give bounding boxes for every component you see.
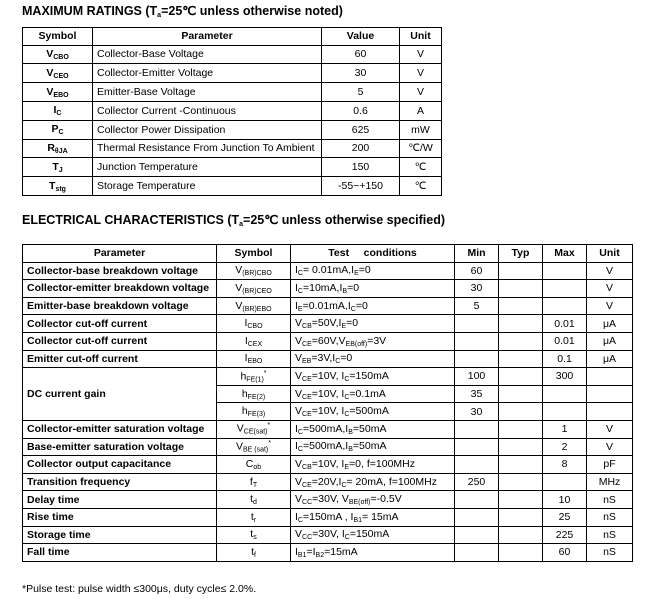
value-cell: 30 bbox=[322, 64, 400, 83]
min-cell bbox=[455, 456, 499, 474]
symbol-letter: R bbox=[47, 141, 55, 154]
max-cell: 10 bbox=[543, 491, 587, 509]
min-cell: 250 bbox=[455, 473, 499, 491]
symbol-subscript: FE(2) bbox=[247, 393, 266, 401]
symbol-subscript: J bbox=[58, 166, 63, 174]
header-parameter: Parameter bbox=[23, 245, 217, 263]
unit-cell: V bbox=[587, 262, 633, 280]
unit-cell: pF bbox=[587, 456, 633, 474]
symbol-cell bbox=[217, 420, 291, 438]
table-header-row bbox=[23, 28, 442, 46]
symbol-letter: t bbox=[251, 545, 254, 558]
parameter-cell: Fall time bbox=[23, 544, 217, 562]
symbol-letter: h bbox=[241, 387, 248, 400]
conditions-cell: $V_{CE}=60V,V_{EB(off)}=3V$ bbox=[291, 332, 455, 350]
parameter-cell: Emitter-base breakdown voltage bbox=[23, 297, 217, 315]
symbol-subscript: EBO bbox=[53, 91, 69, 99]
conditions-cell: $V_{EB}=3V,I_C=0$ bbox=[291, 350, 455, 368]
symbol-letter: t bbox=[250, 528, 254, 541]
electrical-characteristics-table bbox=[22, 244, 633, 562]
unit-cell: nS bbox=[587, 508, 633, 526]
symbol-cell bbox=[217, 508, 291, 526]
table-header-row bbox=[23, 245, 633, 263]
unit-cell: ℃ bbox=[400, 158, 442, 177]
unit-cell: V bbox=[587, 297, 633, 315]
table-row bbox=[23, 120, 442, 139]
table-row bbox=[23, 64, 442, 83]
parameter-cell: Collector output capacitance bbox=[23, 456, 217, 474]
table-row bbox=[23, 473, 633, 491]
symbol-letter: h bbox=[240, 370, 247, 383]
value-cell: 150 bbox=[322, 158, 400, 177]
unit-cell: μA bbox=[587, 315, 633, 333]
unit-cell: V bbox=[400, 83, 442, 102]
symbol-letter: V bbox=[46, 66, 54, 79]
max-cell bbox=[543, 473, 587, 491]
max-cell: 300 bbox=[543, 368, 587, 386]
symbol-subscript: CEX bbox=[247, 340, 263, 348]
table-row bbox=[23, 350, 633, 368]
conditions-cell: $V_{CC}=30V$, $I_C=150mA$ bbox=[291, 526, 455, 544]
unit-cell: μA bbox=[587, 350, 633, 368]
symbol-cell bbox=[23, 101, 93, 120]
electrical-characteristics-title: ELECTRICAL CHARACTERISTICS ($T_a=25℃$ unless otherwise specified) bbox=[22, 213, 446, 228]
max-ratings-title: MAXIMUM RATINGS ($T_a=25℃$ unless otherwise noted) bbox=[22, 4, 343, 19]
symbol-letter: I bbox=[244, 317, 248, 330]
min-cell bbox=[455, 508, 499, 526]
max-cell bbox=[543, 297, 587, 315]
symbol-letter: I bbox=[244, 334, 248, 347]
symbol-subscript: f bbox=[253, 551, 256, 559]
conditions-cell: $V_{CE}=10V$, $I_C=500mA$ bbox=[291, 403, 455, 421]
unit-cell: V bbox=[400, 64, 442, 83]
typ-cell bbox=[499, 297, 543, 315]
conditions-cell: $V_{CB}=10V$, $I_E=0$, f=100MHz bbox=[291, 456, 455, 474]
symbol-cell bbox=[217, 526, 291, 544]
table-row bbox=[23, 45, 442, 64]
unit-cell: mW bbox=[400, 120, 442, 139]
table-row bbox=[23, 315, 633, 333]
typ-cell bbox=[499, 544, 543, 562]
symbol-subscript: ob bbox=[253, 463, 262, 471]
symbol-letter: T bbox=[49, 179, 56, 192]
table-row bbox=[23, 332, 633, 350]
unit-cell: ℃ bbox=[400, 177, 442, 196]
max-ratings-table bbox=[22, 27, 442, 196]
unit-cell: μA bbox=[587, 332, 633, 350]
table-row bbox=[23, 158, 442, 177]
symbol-cell bbox=[23, 177, 93, 196]
max-cell bbox=[543, 280, 587, 298]
symbol-cell bbox=[217, 368, 291, 386]
typ-cell bbox=[499, 262, 543, 280]
symbol-subscript: (BR)CBO bbox=[242, 270, 272, 278]
min-cell bbox=[455, 491, 499, 509]
max-cell bbox=[543, 403, 587, 421]
typ-cell bbox=[499, 280, 543, 298]
symbol-letter: t bbox=[250, 493, 253, 506]
min-cell bbox=[455, 526, 499, 544]
parameter-cell: Collector Current -Continuous bbox=[93, 101, 322, 120]
symbol-cell bbox=[217, 280, 291, 298]
parameter-cell: Collector-emitter saturation voltage bbox=[23, 420, 217, 438]
symbol-cell bbox=[217, 456, 291, 474]
conditions-cell: $I_C=150mA$ , $I_{B1}= 15mA$ bbox=[291, 508, 455, 526]
symbol-cell bbox=[217, 315, 291, 333]
header-parameter: Parameter bbox=[93, 28, 322, 46]
parameter-cell: Junction Temperature bbox=[93, 158, 322, 177]
symbol-cell bbox=[217, 350, 291, 368]
unit-cell bbox=[587, 403, 633, 421]
min-cell: 5 bbox=[455, 297, 499, 315]
typ-cell bbox=[499, 315, 543, 333]
symbol-cell bbox=[23, 158, 93, 177]
conditions-cell: $I_{B1}=I_{B2}=15mA$ bbox=[291, 544, 455, 562]
symbol-subscript: T bbox=[252, 481, 258, 489]
conditions-cell: $V_{CE}=10V$, $I_C=150mA$ bbox=[291, 368, 455, 386]
value-cell: 0.6 bbox=[322, 101, 400, 120]
symbol-cell bbox=[217, 544, 291, 562]
value-cell: 5 bbox=[322, 83, 400, 102]
parameter-cell: Collector-base breakdown voltage bbox=[23, 262, 217, 280]
unit-cell bbox=[587, 385, 633, 403]
symbol-cell bbox=[23, 45, 93, 64]
table-row bbox=[23, 508, 633, 526]
symbol-letter: V bbox=[235, 281, 243, 294]
max-cell bbox=[543, 262, 587, 280]
parameter-cell: Collector-Base Voltage bbox=[93, 45, 322, 64]
table-row bbox=[23, 368, 633, 386]
table-row bbox=[23, 83, 442, 102]
typ-cell bbox=[499, 508, 543, 526]
symbol-letter: T bbox=[52, 160, 59, 173]
unit-cell: V bbox=[587, 280, 633, 298]
parameter-cell: Collector cut-off current bbox=[23, 315, 217, 333]
table-row bbox=[23, 139, 442, 158]
min-cell bbox=[455, 544, 499, 562]
parameter-cell: Collector cut-off current bbox=[23, 332, 217, 350]
symbol-subscript: C bbox=[58, 129, 64, 137]
table-row bbox=[23, 438, 633, 456]
typ-cell bbox=[499, 350, 543, 368]
typ-cell bbox=[499, 526, 543, 544]
parameter-cell: Rise time bbox=[23, 508, 217, 526]
value-cell: -55~+150 bbox=[322, 177, 400, 196]
parameter-cell: DC current gain bbox=[23, 368, 217, 421]
symbol-subscript: s bbox=[253, 534, 257, 542]
unit-cell: nS bbox=[587, 491, 633, 509]
symbol-subscript: (BR)EBO bbox=[242, 305, 272, 313]
conditions-cell: $V_{CE}=20V,I_C= 20mA$, f=100MHz bbox=[291, 473, 455, 491]
symbol-cell bbox=[217, 473, 291, 491]
min-cell: 30 bbox=[455, 280, 499, 298]
max-cell: 25 bbox=[543, 508, 587, 526]
symbol-subscript: FE(3) bbox=[247, 411, 266, 419]
parameter-cell: Collector Power Dissipation bbox=[93, 120, 322, 139]
table-row bbox=[23, 262, 633, 280]
typ-cell bbox=[499, 456, 543, 474]
typ-cell bbox=[499, 368, 543, 386]
unit-cell: nS bbox=[587, 526, 633, 544]
min-cell bbox=[455, 420, 499, 438]
symbol-subscript: stg bbox=[55, 185, 66, 193]
symbol-subscript: EBO bbox=[247, 358, 263, 366]
symbol-cell bbox=[217, 332, 291, 350]
symbol-letter: h bbox=[241, 405, 248, 418]
conditions-cell: $I_E=0.01mA,I_C=0$ bbox=[291, 297, 455, 315]
conditions-cell: $I_C=10mA,I_B=0$ bbox=[291, 280, 455, 298]
conditions-cell: $I_C= 0.01mA,I_E=0$ bbox=[291, 262, 455, 280]
parameter-cell: Collector-Emitter Voltage bbox=[93, 64, 322, 83]
symbol-cell bbox=[217, 438, 291, 456]
table-row bbox=[23, 491, 633, 509]
table-row bbox=[23, 177, 442, 196]
header-test-conditions: Test conditions bbox=[291, 245, 455, 263]
parameter-cell: Emitter-Base Voltage bbox=[93, 83, 322, 102]
symbol-letter: P bbox=[51, 123, 59, 136]
footnote: *Pulse test: pulse width ≤300μs, duty cycle≤ 2.0%. bbox=[22, 583, 257, 595]
typ-cell bbox=[499, 473, 543, 491]
header-symbol: Symbol bbox=[23, 28, 93, 46]
symbol-cell bbox=[217, 297, 291, 315]
parameter-cell: Base-emitter saturation voltage bbox=[23, 438, 217, 456]
symbol-letter: I bbox=[244, 352, 248, 365]
unit-cell: V bbox=[587, 438, 633, 456]
max-cell: 60 bbox=[543, 544, 587, 562]
symbol-subscript: CBO bbox=[53, 53, 69, 61]
symbol-subscript: C bbox=[56, 110, 62, 118]
min-cell bbox=[455, 332, 499, 350]
symbol-superscript: * bbox=[267, 422, 271, 430]
min-cell bbox=[455, 350, 499, 368]
symbol-letter: V bbox=[46, 85, 54, 98]
symbol-subscript: BE (sat) bbox=[242, 446, 269, 454]
symbol-subscript: θJA bbox=[54, 147, 68, 155]
unit-cell: MHz bbox=[587, 473, 633, 491]
symbol-subscript: CBO bbox=[247, 323, 263, 331]
typ-cell bbox=[499, 438, 543, 456]
unit-cell bbox=[587, 368, 633, 386]
parameter-cell: Emitter cut-off current bbox=[23, 350, 217, 368]
symbol-cell bbox=[217, 385, 291, 403]
symbol-cell bbox=[217, 491, 291, 509]
symbol-cell bbox=[217, 262, 291, 280]
typ-cell bbox=[499, 385, 543, 403]
typ-cell bbox=[499, 420, 543, 438]
value-cell: 60 bbox=[322, 45, 400, 64]
min-cell: 30 bbox=[455, 403, 499, 421]
typ-cell bbox=[499, 491, 543, 509]
max-cell: 225 bbox=[543, 526, 587, 544]
symbol-subscript: CEO bbox=[53, 72, 69, 80]
max-cell bbox=[543, 385, 587, 403]
parameter-cell: Transition frequency bbox=[23, 473, 217, 491]
symbol-letter: V bbox=[235, 440, 243, 453]
min-cell bbox=[455, 438, 499, 456]
max-cell: 8 bbox=[543, 456, 587, 474]
parameter-cell: Storage Temperature bbox=[93, 177, 322, 196]
symbol-letter: V bbox=[46, 47, 54, 60]
conditions-cell: $I_C=500mA,I_B=50mA$ bbox=[291, 438, 455, 456]
conditions-cell: $V_{CC}=30V$, $V_{BE(off)}=-0.5V$ bbox=[291, 491, 455, 509]
symbol-letter: C bbox=[245, 457, 254, 470]
typ-cell bbox=[499, 403, 543, 421]
max-cell: 0.1 bbox=[543, 350, 587, 368]
symbol-cell bbox=[23, 120, 93, 139]
table-row bbox=[23, 420, 633, 438]
parameter-cell: Storage time bbox=[23, 526, 217, 544]
symbol-subscript: d bbox=[253, 499, 257, 507]
symbol-letter: f bbox=[249, 475, 253, 488]
parameter-cell: Collector-emitter breakdown voltage bbox=[23, 280, 217, 298]
header-typ: Typ bbox=[499, 245, 543, 263]
unit-cell: nS bbox=[587, 544, 633, 562]
unit-cell: V bbox=[400, 45, 442, 64]
header-symbol: Symbol bbox=[217, 245, 291, 263]
value-cell: 625 bbox=[322, 120, 400, 139]
unit-cell: A bbox=[400, 101, 442, 120]
symbol-superscript: * bbox=[263, 369, 267, 377]
symbol-letter: I bbox=[53, 104, 57, 117]
max-cell: 1 bbox=[543, 420, 587, 438]
conditions-cell: $V_{CE}=10V$, $I_C=0.1mA$ bbox=[291, 385, 455, 403]
symbol-letter: V bbox=[235, 299, 243, 312]
min-cell: 60 bbox=[455, 262, 499, 280]
conditions-cell: $I_C=500mA,I_B=50mA$ bbox=[291, 420, 455, 438]
max-cell: 0.01 bbox=[543, 332, 587, 350]
unit-cell: ℃/W bbox=[400, 139, 442, 158]
symbol-letter: V bbox=[235, 264, 243, 277]
typ-cell bbox=[499, 332, 543, 350]
unit-cell: V bbox=[587, 420, 633, 438]
table-row bbox=[23, 526, 633, 544]
header-unit: Unit bbox=[400, 28, 442, 46]
symbol-letter: t bbox=[250, 510, 254, 523]
conditions-cell: $V_{CB}=50V,I_E=0$ bbox=[291, 315, 455, 333]
symbol-letter: V bbox=[236, 422, 244, 435]
value-cell: 200 bbox=[322, 139, 400, 158]
symbol-subscript: CE(sat) bbox=[243, 428, 268, 436]
table-row bbox=[23, 544, 633, 562]
table-row bbox=[23, 101, 442, 120]
parameter-cell: Delay time bbox=[23, 491, 217, 509]
symbol-subscript: (BR)CEO bbox=[242, 287, 272, 295]
table-row bbox=[23, 280, 633, 298]
max-cell: 0.01 bbox=[543, 315, 587, 333]
symbol-subscript: r bbox=[253, 516, 257, 524]
table-row bbox=[23, 456, 633, 474]
symbol-cell bbox=[23, 139, 93, 158]
header-min: Min bbox=[455, 245, 499, 263]
symbol-subscript: FE(1) bbox=[246, 376, 264, 384]
parameter-cell: Thermal Resistance From Junction To Ambient bbox=[93, 139, 322, 158]
symbol-cell bbox=[23, 64, 93, 83]
min-cell: 100 bbox=[455, 368, 499, 386]
header-unit: Unit bbox=[587, 245, 633, 263]
header-max: Max bbox=[543, 245, 587, 263]
min-cell: 35 bbox=[455, 385, 499, 403]
table-row bbox=[23, 297, 633, 315]
min-cell bbox=[455, 315, 499, 333]
max-cell: 2 bbox=[543, 438, 587, 456]
symbol-cell bbox=[23, 83, 93, 102]
symbol-cell bbox=[217, 403, 291, 421]
symbol-superscript: * bbox=[268, 440, 272, 448]
header-value: Value bbox=[322, 28, 400, 46]
